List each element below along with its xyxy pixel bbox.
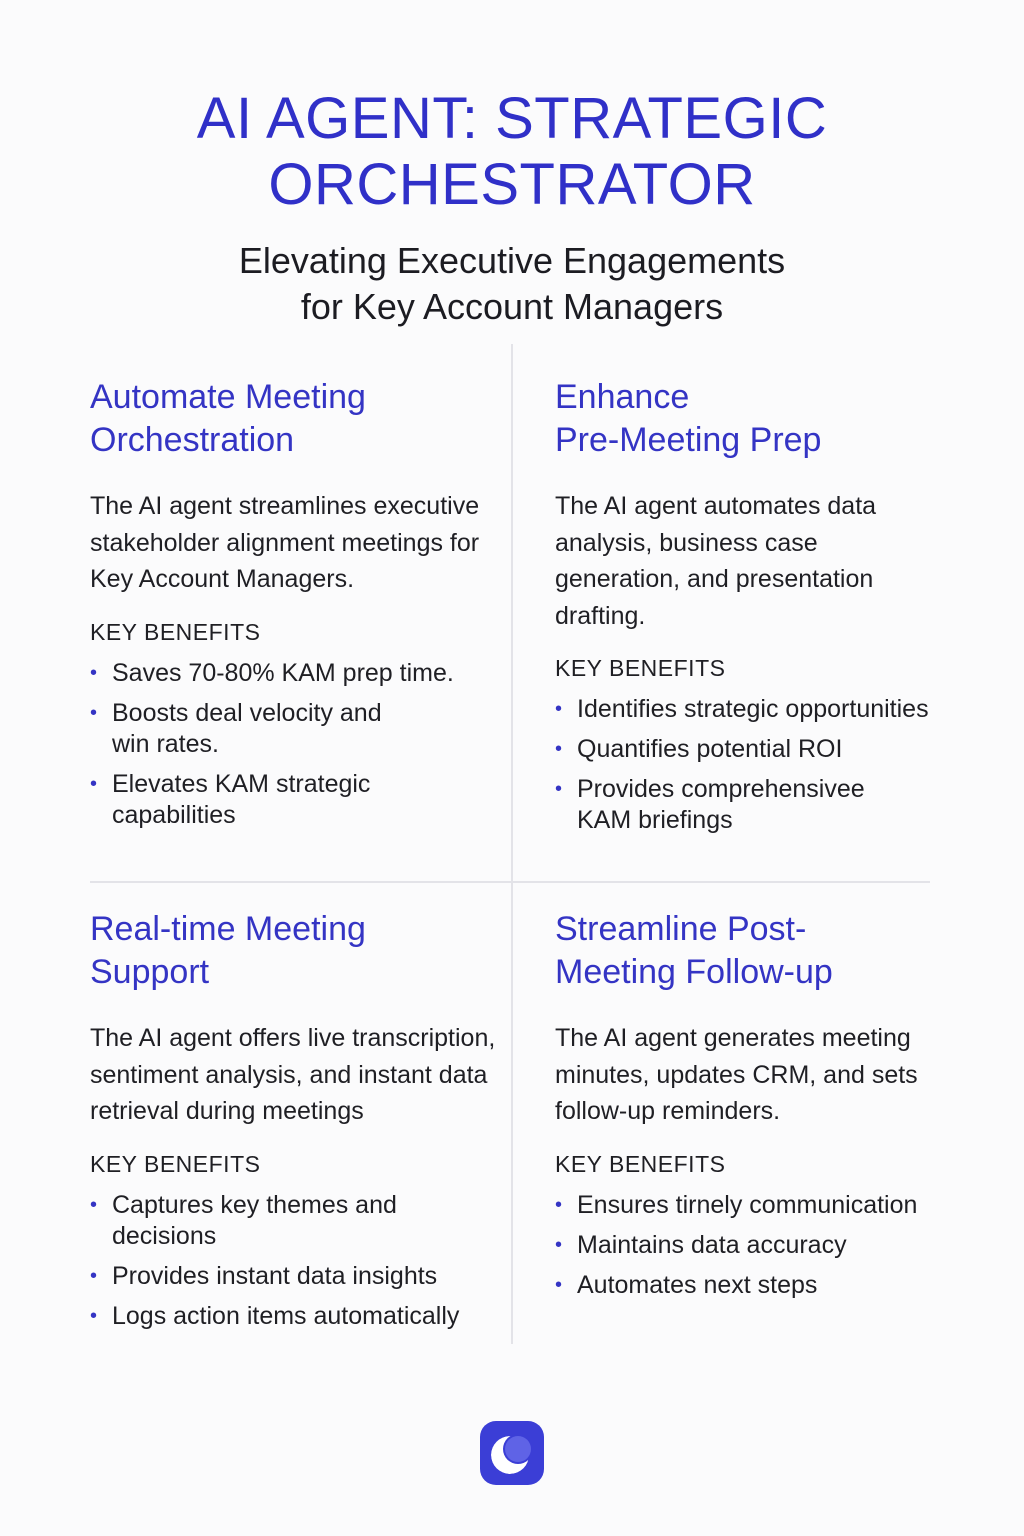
bullet-icon: • — [555, 698, 563, 720]
bullet-icon: • — [90, 1193, 98, 1216]
bullet-icon: • — [90, 1264, 98, 1287]
bullet-icon: • — [555, 1193, 563, 1216]
benefit-item — [555, 1230, 995, 1261]
benefit-text: Saves 70-80% KAM prep time. — [112, 658, 454, 687]
panel-title-line: Automate Meeting — [90, 378, 366, 416]
bullet-icon: • — [555, 778, 563, 800]
benefit-text: Boosts deal velocity and win rates. — [112, 698, 382, 758]
page-title-line: ORCHESTRATOR — [268, 152, 756, 217]
page-title-line: AI AGENT: STRATEGIC — [196, 86, 828, 151]
page-title — [0, 86, 1024, 218]
benefit-item — [90, 698, 500, 760]
panel-description: The AI agent automates data analysis, business case generation, and presentation drafting. — [555, 492, 877, 630]
bullet-icon: • — [555, 738, 563, 760]
panel-title-line: Orchestration — [90, 421, 295, 459]
benefit-text: Captures key themes and decisions — [112, 1190, 397, 1250]
panel-title-line: Meeting Follow-up — [555, 953, 833, 991]
benefits-heading: KEY BENEFITS — [90, 1150, 261, 1177]
benefits-heading: KEY BENEFITS — [555, 1150, 726, 1177]
panel-title — [90, 908, 505, 994]
benefit-text: Provides comprehensivee KAM briefings — [577, 775, 865, 834]
panel-title — [555, 908, 995, 994]
panel-title-line: Pre-Meeting Prep — [555, 421, 822, 459]
benefit-item — [90, 769, 500, 831]
benefit-text: Provides instant data insights — [112, 1261, 438, 1290]
benefit-item — [555, 694, 995, 725]
benefits-list — [90, 658, 500, 831]
page-header — [0, 86, 1024, 330]
benefits-list — [555, 694, 995, 836]
benefit-item — [555, 734, 995, 765]
benefit-item — [90, 658, 500, 689]
benefit-text: Logs action items automatically — [112, 1301, 460, 1330]
panel-title-line: Real-time Meeting — [90, 910, 366, 948]
bullet-icon: • — [90, 772, 98, 795]
benefit-item — [90, 1261, 505, 1292]
app-logo — [480, 1421, 544, 1485]
panel-title-line: Enhance — [555, 378, 690, 416]
benefits-heading: KEY BENEFITS — [555, 655, 726, 681]
bullet-icon: • — [90, 661, 98, 684]
benefit-text: Quantifies potential ROI — [577, 735, 843, 763]
panel-description: The AI agent streamlines executive stakeholder alignment meetings for Key Account Managers. — [90, 492, 480, 593]
panel-streamline-post-meeting-follow-up — [555, 908, 995, 1310]
horizontal-divider — [90, 881, 930, 883]
benefit-text: Identifies strategic opportunities — [577, 695, 929, 723]
benefits-heading: KEY BENEFITS — [90, 618, 261, 645]
page-subtitle — [0, 238, 1024, 330]
panel-title-line: Support — [90, 953, 210, 991]
benefit-item — [555, 1270, 995, 1301]
panel-title — [555, 376, 995, 462]
panel-description: The AI agent generates meeting minutes, updates CRM, and sets follow-up reminders. — [555, 1024, 918, 1125]
panel-automate-meeting-orchestration — [90, 376, 500, 840]
crescent-moon-icon — [480, 1421, 544, 1485]
bullet-icon: • — [90, 1304, 98, 1327]
bullet-icon: • — [555, 1273, 563, 1296]
panel-enhance-pre-meeting-prep — [555, 376, 995, 845]
vertical-divider — [511, 344, 513, 1344]
bullet-icon: • — [90, 701, 98, 724]
panel-title-line: Streamline Post- — [555, 910, 807, 948]
page-subtitle-line: Elevating Executive Engagements — [238, 240, 786, 281]
benefit-text: Ensures tirnely communication — [577, 1190, 918, 1219]
benefit-item — [90, 1190, 505, 1252]
benefit-text: Elevates KAM strategic capabilities — [112, 769, 371, 829]
page-subtitle-line: for Key Account Managers — [300, 286, 724, 327]
benefit-item — [90, 1301, 505, 1332]
benefit-item — [555, 1190, 995, 1221]
benefits-list — [90, 1190, 505, 1332]
benefit-text: Maintains data accuracy — [577, 1230, 847, 1259]
benefit-item — [555, 774, 995, 836]
panel-description: The AI agent offers live transcription, sentiment analysis, and instant data retrieval during meetings — [90, 1024, 496, 1125]
panel-real-time-meeting-support — [90, 908, 505, 1341]
benefits-list — [555, 1190, 995, 1301]
bullet-icon: • — [555, 1233, 563, 1256]
benefit-text: Automates next steps — [577, 1270, 818, 1299]
panel-title — [90, 376, 500, 462]
